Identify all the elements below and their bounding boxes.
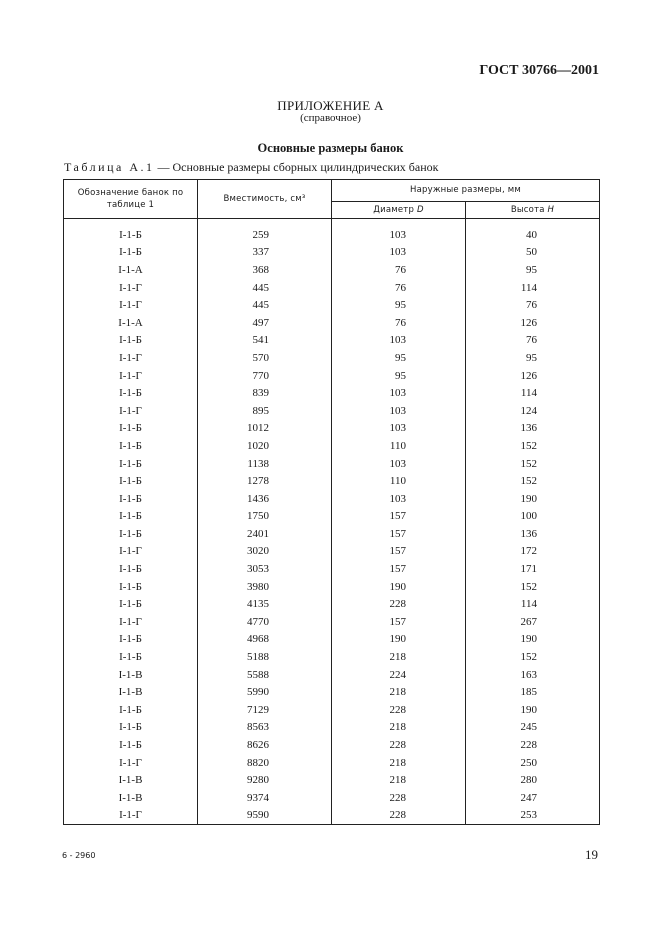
page-number: 19 xyxy=(585,847,598,862)
cell-diameter: 228 xyxy=(332,595,466,613)
table-row xyxy=(64,543,600,561)
cell-capacity: 445 xyxy=(198,296,332,314)
cell-diameter: 110 xyxy=(332,437,466,455)
table-row xyxy=(64,719,600,737)
cell-designation: I-1-Г xyxy=(64,349,198,367)
cell-designation: I-1-Б xyxy=(64,525,198,543)
table-caption-text: — Основные размеры сборных цилиндрических банок xyxy=(154,160,439,174)
cell-capacity: 3020 xyxy=(198,543,332,561)
header-outer-dims: Наружные размеры, мм xyxy=(332,180,600,202)
table-row xyxy=(64,525,600,543)
cell-height: 190 xyxy=(466,631,600,649)
standard-code: ГОСТ 30766—2001 xyxy=(479,63,599,78)
cell-height: 247 xyxy=(466,789,600,807)
cell-diameter: 76 xyxy=(332,314,466,332)
section-title: Основные размеры банок xyxy=(257,141,404,155)
cell-designation: I-1-Б xyxy=(64,437,198,455)
cell-capacity: 8626 xyxy=(198,736,332,754)
cell-diameter: 228 xyxy=(332,736,466,754)
header-height-label: Высота xyxy=(510,204,548,215)
cell-diameter: 76 xyxy=(332,261,466,279)
cell-capacity: 5990 xyxy=(198,683,332,701)
cell-height: 126 xyxy=(466,314,600,332)
cell-height: 114 xyxy=(466,595,600,613)
cell-capacity: 1012 xyxy=(198,420,332,438)
cell-designation: I-1-Б xyxy=(64,455,198,473)
cell-height: 250 xyxy=(466,754,600,772)
cell-diameter: 190 xyxy=(332,578,466,596)
cell-height: 76 xyxy=(466,296,600,314)
cell-height: 124 xyxy=(466,402,600,420)
cell-diameter: 157 xyxy=(332,543,466,561)
cell-diameter: 228 xyxy=(332,789,466,807)
cell-designation: I-1-Г xyxy=(64,279,198,297)
table-spacer-row xyxy=(64,219,600,227)
appendix-subtitle: (справочное) xyxy=(300,112,361,124)
cell-height: 171 xyxy=(466,560,600,578)
cell-capacity: 4968 xyxy=(198,631,332,649)
table-row xyxy=(64,578,600,596)
cell-height: 114 xyxy=(466,279,600,297)
cell-designation: I-1-Г xyxy=(64,402,198,420)
cell-height: 136 xyxy=(466,525,600,543)
cell-diameter: 157 xyxy=(332,508,466,526)
table-row xyxy=(64,701,600,719)
cell-height: 136 xyxy=(466,420,600,438)
cell-capacity: 8563 xyxy=(198,719,332,737)
cell-designation: I-1-Б xyxy=(64,595,198,613)
cell-capacity: 259 xyxy=(198,226,332,244)
table-row xyxy=(64,490,600,508)
table-row xyxy=(64,296,600,314)
cell-designation: I-1-А xyxy=(64,261,198,279)
cell-height: 190 xyxy=(466,490,600,508)
cell-capacity: 541 xyxy=(198,332,332,350)
cell-capacity: 9280 xyxy=(198,771,332,789)
table-row xyxy=(64,279,600,297)
cell-capacity: 1436 xyxy=(198,490,332,508)
cell-height: 185 xyxy=(466,683,600,701)
cell-capacity: 3053 xyxy=(198,560,332,578)
cell-capacity: 7129 xyxy=(198,701,332,719)
cell-height: 126 xyxy=(466,367,600,385)
table-row xyxy=(64,508,600,526)
cell-designation: I-1-А xyxy=(64,314,198,332)
table-row xyxy=(64,648,600,666)
table-row xyxy=(64,455,600,473)
cell-designation: I-1-Б xyxy=(64,244,198,262)
table-row xyxy=(64,560,600,578)
cell-height: 114 xyxy=(466,384,600,402)
table-body xyxy=(64,219,600,825)
cell-diameter: 103 xyxy=(332,402,466,420)
cell-capacity: 9590 xyxy=(198,807,332,825)
table-row xyxy=(64,754,600,772)
table-row xyxy=(64,437,600,455)
cell-capacity: 570 xyxy=(198,349,332,367)
cell-diameter: 218 xyxy=(332,648,466,666)
cell-designation: I-1-Б xyxy=(64,719,198,737)
table-row xyxy=(64,349,600,367)
cell-capacity: 3980 xyxy=(198,578,332,596)
cell-capacity: 770 xyxy=(198,367,332,385)
cell-capacity: 2401 xyxy=(198,525,332,543)
cell-designation: I-1-В xyxy=(64,789,198,807)
cell-designation: I-1-Б xyxy=(64,631,198,649)
cell-diameter: 218 xyxy=(332,719,466,737)
cell-designation: I-1-Г xyxy=(64,754,198,772)
header-diameter xyxy=(332,201,466,218)
cell-designation: I-1-В xyxy=(64,771,198,789)
table-row xyxy=(64,314,600,332)
table-caption-label: Таблица А.1 xyxy=(64,160,155,174)
table-row xyxy=(64,367,600,385)
table-caption xyxy=(64,160,438,175)
cell-designation: I-1-Б xyxy=(64,420,198,438)
cell-capacity: 839 xyxy=(198,384,332,402)
cell-diameter: 95 xyxy=(332,296,466,314)
cell-designation: I-1-В xyxy=(64,666,198,684)
cell-height: 152 xyxy=(466,472,600,490)
header-designation: Обозначение банок по таблице 1 xyxy=(64,180,198,219)
cell-diameter: 110 xyxy=(332,472,466,490)
appendix-title: ПРИЛОЖЕНИЕ А xyxy=(277,98,384,113)
cell-designation: I-1-Б xyxy=(64,490,198,508)
cell-designation: I-1-Б xyxy=(64,508,198,526)
cell-designation: I-1-Б xyxy=(64,332,198,350)
cell-diameter: 228 xyxy=(332,701,466,719)
table-row xyxy=(64,420,600,438)
cell-capacity: 1020 xyxy=(198,437,332,455)
cell-capacity: 4135 xyxy=(198,595,332,613)
table-row xyxy=(64,631,600,649)
table-row xyxy=(64,402,600,420)
table-row xyxy=(64,736,600,754)
table-row xyxy=(64,789,600,807)
cell-capacity: 4770 xyxy=(198,613,332,631)
cell-height: 152 xyxy=(466,455,600,473)
cell-diameter: 95 xyxy=(332,349,466,367)
cell-capacity: 9374 xyxy=(198,789,332,807)
cell-diameter: 218 xyxy=(332,754,466,772)
cell-diameter: 103 xyxy=(332,332,466,350)
cell-diameter: 224 xyxy=(332,666,466,684)
header-height xyxy=(466,201,600,218)
cell-capacity: 1278 xyxy=(198,472,332,490)
table-row xyxy=(64,771,600,789)
table-row xyxy=(64,472,600,490)
cell-height: 172 xyxy=(466,543,600,561)
table-row xyxy=(64,683,600,701)
cell-height: 267 xyxy=(466,613,600,631)
dimensions-table xyxy=(63,179,600,825)
cell-height: 152 xyxy=(466,648,600,666)
cell-designation: I-1-Г xyxy=(64,613,198,631)
table-row xyxy=(64,595,600,613)
header-diameter-symbol: D xyxy=(416,204,424,215)
cell-capacity: 497 xyxy=(198,314,332,332)
cell-diameter: 190 xyxy=(332,631,466,649)
cell-capacity: 337 xyxy=(198,244,332,262)
header-capacity: Вместимость, см³ xyxy=(198,180,332,219)
cell-height: 100 xyxy=(466,508,600,526)
cell-designation: I-1-Б xyxy=(64,384,198,402)
cell-diameter: 76 xyxy=(332,279,466,297)
cell-diameter: 218 xyxy=(332,771,466,789)
cell-diameter: 103 xyxy=(332,226,466,244)
cell-height: 152 xyxy=(466,578,600,596)
cell-capacity: 5588 xyxy=(198,666,332,684)
cell-diameter: 218 xyxy=(332,683,466,701)
cell-diameter: 157 xyxy=(332,613,466,631)
cell-height: 152 xyxy=(466,437,600,455)
cell-height: 95 xyxy=(466,261,600,279)
cell-diameter: 103 xyxy=(332,384,466,402)
cell-height: 280 xyxy=(466,771,600,789)
cell-diameter: 103 xyxy=(332,490,466,508)
cell-diameter: 103 xyxy=(332,420,466,438)
table-row xyxy=(64,261,600,279)
cell-capacity: 445 xyxy=(198,279,332,297)
cell-designation: I-1-Г xyxy=(64,367,198,385)
cell-designation: I-1-Г xyxy=(64,807,198,825)
cell-designation: I-1-Г xyxy=(64,543,198,561)
header-diameter-label: Диаметр xyxy=(373,204,417,215)
cell-height: 228 xyxy=(466,736,600,754)
table-row xyxy=(64,332,600,350)
cell-height: 40 xyxy=(466,226,600,244)
cell-designation: I-1-Г xyxy=(64,296,198,314)
cell-height: 253 xyxy=(466,807,600,825)
print-code: 6 - 2960 xyxy=(62,851,96,860)
cell-designation: I-1-В xyxy=(64,683,198,701)
cell-capacity: 5188 xyxy=(198,648,332,666)
table-row xyxy=(64,613,600,631)
cell-height: 76 xyxy=(466,332,600,350)
cell-designation: I-1-Б xyxy=(64,701,198,719)
table-row xyxy=(64,244,600,262)
cell-capacity: 8820 xyxy=(198,754,332,772)
cell-designation: I-1-Б xyxy=(64,472,198,490)
table-row xyxy=(64,807,600,825)
cell-diameter: 228 xyxy=(332,807,466,825)
cell-designation: I-1-Б xyxy=(64,560,198,578)
cell-designation: I-1-Б xyxy=(64,226,198,244)
cell-capacity: 895 xyxy=(198,402,332,420)
table-row xyxy=(64,226,600,244)
cell-diameter: 157 xyxy=(332,525,466,543)
header-height-symbol: H xyxy=(547,204,555,215)
cell-height: 245 xyxy=(466,719,600,737)
cell-height: 190 xyxy=(466,701,600,719)
cell-capacity: 1750 xyxy=(198,508,332,526)
cell-height: 163 xyxy=(466,666,600,684)
table-row xyxy=(64,384,600,402)
cell-diameter: 103 xyxy=(332,455,466,473)
cell-designation: I-1-Б xyxy=(64,578,198,596)
cell-capacity: 1138 xyxy=(198,455,332,473)
table-row xyxy=(64,666,600,684)
cell-designation: I-1-Б xyxy=(64,648,198,666)
cell-diameter: 103 xyxy=(332,244,466,262)
cell-height: 50 xyxy=(466,244,600,262)
cell-diameter: 95 xyxy=(332,367,466,385)
cell-height: 95 xyxy=(466,349,600,367)
cell-designation: I-1-Б xyxy=(64,736,198,754)
cell-capacity: 368 xyxy=(198,261,332,279)
cell-diameter: 157 xyxy=(332,560,466,578)
